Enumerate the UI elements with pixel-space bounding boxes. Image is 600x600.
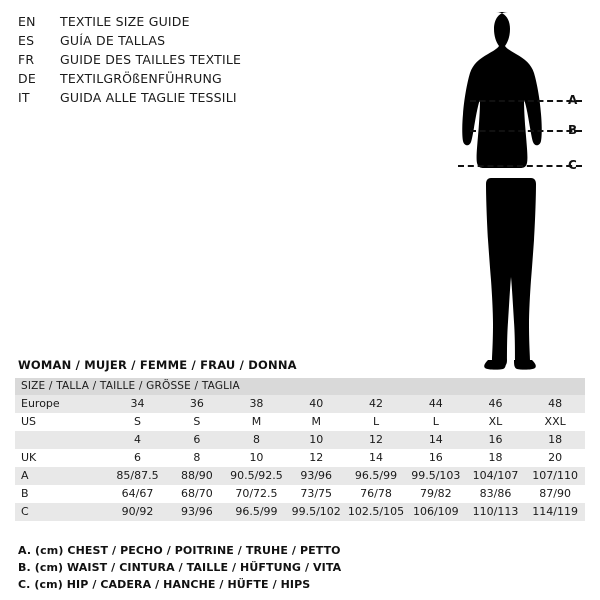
language-title: TEXTILE SIZE GUIDE	[60, 14, 190, 29]
cell: 70/72.5	[227, 485, 287, 503]
female-silhouette-figure	[430, 8, 590, 373]
cell: 16	[466, 431, 526, 449]
table-row	[15, 449, 585, 467]
silhouette-icon	[430, 8, 590, 373]
cell: 44	[406, 395, 466, 413]
row-label: UK	[15, 449, 108, 467]
language-title: GUÍA DE TALLAS	[60, 33, 166, 48]
cell: 18	[466, 449, 526, 467]
table-row	[15, 467, 585, 485]
cell: 85/87.5	[108, 467, 168, 485]
cell: 10	[227, 449, 287, 467]
cell: 104/107	[466, 467, 526, 485]
cell: 76/78	[346, 485, 406, 503]
cell: 106/109	[406, 503, 466, 521]
language-row	[18, 71, 438, 90]
cell: 16	[406, 449, 466, 467]
cell: M	[286, 413, 346, 431]
table-row	[15, 431, 585, 449]
table-row	[15, 413, 585, 431]
language-code: DE	[18, 71, 36, 86]
cell: L	[406, 413, 466, 431]
cell: 14	[406, 431, 466, 449]
cell: 110/113	[466, 503, 526, 521]
cell: M	[227, 413, 287, 431]
cell: 8	[227, 431, 287, 449]
language-code: ES	[18, 33, 35, 48]
cell: 79/82	[406, 485, 466, 503]
cell: 20	[525, 449, 585, 467]
row-label: C	[15, 503, 108, 521]
cell: 90.5/92.5	[227, 467, 287, 485]
measure-line-a	[470, 100, 582, 102]
language-row	[18, 52, 438, 71]
cell: 88/90	[167, 467, 226, 485]
language-code: IT	[18, 90, 30, 105]
row-label	[15, 431, 108, 449]
cell: XL	[466, 413, 526, 431]
cell: 99.5/102	[286, 503, 346, 521]
section-title: WOMAN / MUJER / FEMME / FRAU / DONNA	[18, 358, 297, 372]
cell: 107/110	[525, 467, 585, 485]
cell: 36	[167, 395, 226, 413]
cell: 64/67	[108, 485, 168, 503]
cell: 34	[108, 395, 168, 413]
cell: S	[167, 413, 226, 431]
cell: XXL	[525, 413, 585, 431]
cell: 46	[466, 395, 526, 413]
cell: 90/92	[108, 503, 168, 521]
cell: 87/90	[525, 485, 585, 503]
cell: 8	[167, 449, 226, 467]
cell: 12	[346, 431, 406, 449]
size-table	[15, 378, 585, 521]
table-row	[15, 503, 585, 521]
measure-label-c: C	[568, 158, 577, 172]
cell: 96.5/99	[346, 467, 406, 485]
note-a: A. (cm) CHEST / PECHO / POITRINE / TRUHE / PETTO	[18, 544, 341, 557]
language-code: EN	[18, 14, 36, 29]
cell: 42	[346, 395, 406, 413]
language-row	[18, 14, 438, 33]
cell: L	[346, 413, 406, 431]
cell: 18	[525, 431, 585, 449]
measurement-notes	[18, 542, 578, 593]
cell: 6	[167, 431, 226, 449]
measure-line-c	[458, 165, 582, 167]
cell: 10	[286, 431, 346, 449]
note-b: B. (cm) WAIST / CINTURA / TAILLE / HÜFTUNG / VITA	[18, 561, 342, 574]
cell: 4	[108, 431, 168, 449]
cell: 14	[346, 449, 406, 467]
cell: 96.5/99	[227, 503, 287, 521]
cell: 102.5/105	[346, 503, 406, 521]
cell: 68/70	[167, 485, 226, 503]
table-row	[15, 485, 585, 503]
language-row	[18, 33, 438, 52]
cell: 38	[227, 395, 287, 413]
table-header-label: SIZE / TALLA / TAILLE / GRÖSSE / TAGLIA	[15, 378, 585, 395]
row-label: B	[15, 485, 108, 503]
cell: 6	[108, 449, 168, 467]
measure-label-a: A	[568, 93, 578, 107]
measure-label-b: B	[568, 123, 578, 137]
row-label: A	[15, 467, 108, 485]
cell: 99.5/103	[406, 467, 466, 485]
cell: S	[108, 413, 168, 431]
table-row	[15, 395, 585, 413]
table-header-row	[15, 378, 585, 395]
row-label: US	[15, 413, 108, 431]
language-row	[18, 90, 438, 109]
cell: 83/86	[466, 485, 526, 503]
cell: 93/96	[286, 467, 346, 485]
language-title: TEXTILGRÖßENFÜHRUNG	[60, 71, 222, 86]
measure-line-b	[470, 130, 582, 132]
cell: 12	[286, 449, 346, 467]
note-c: C. (cm) HIP / CADERA / HANCHE / HÜFTE / HIPS	[18, 578, 311, 591]
language-title-list	[18, 14, 438, 109]
cell: 40	[286, 395, 346, 413]
language-code: FR	[18, 52, 35, 67]
row-label: Europe	[15, 395, 108, 413]
cell: 114/119	[525, 503, 585, 521]
language-title: GUIDE DES TAILLES TEXTILE	[60, 52, 242, 67]
cell: 93/96	[167, 503, 226, 521]
language-title: GUIDA ALLE TAGLIE TESSILI	[60, 90, 237, 105]
cell: 48	[525, 395, 585, 413]
cell: 73/75	[286, 485, 346, 503]
